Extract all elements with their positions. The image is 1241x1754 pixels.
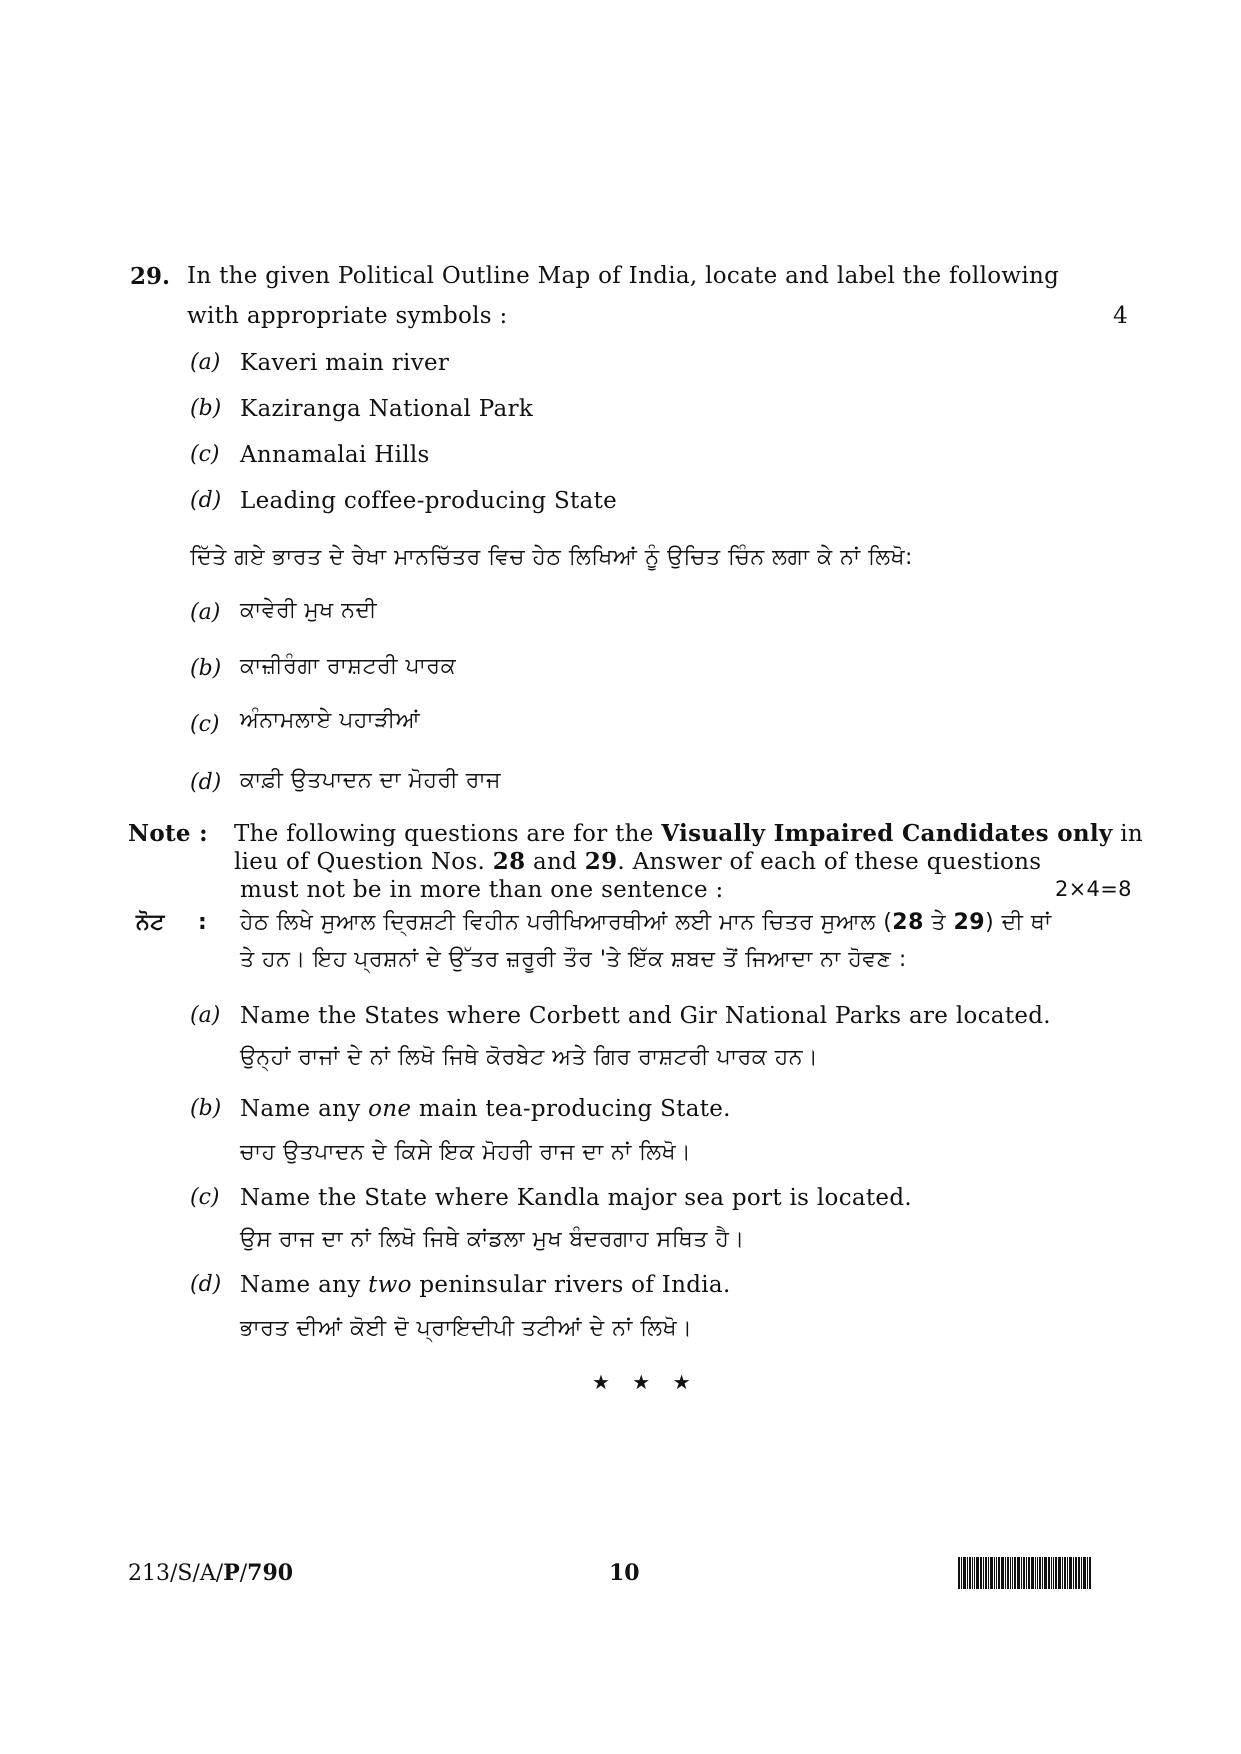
item-text: Leading coffee-producing State xyxy=(240,488,618,514)
question-number: 29. xyxy=(130,263,171,290)
punjabi-item-label: (c) xyxy=(190,712,220,737)
question-marks: 4 xyxy=(1113,303,1128,329)
vi-question-text: Name any one main tea-producing State. xyxy=(240,1096,731,1122)
item-label: (d) xyxy=(190,488,222,513)
punjabi-intro: ਦਿੱਤੇ ਗਏ ਭਾਰਤ ਦੇ ਰੇਖਾ ਮਾਨਚਿੱਤਰ ਵਿਚ ਹੇਠ ਲਿਖਿਆਂ ਨੂੰ ਉਚਿਤ ਚਿੰਨ ਲਗਾ ਕੇ ਨਾਂ ਲਿਖੋ: xyxy=(190,545,913,570)
vi-question-punjabi: ਭਾਰਤ ਦੀਆਂ ਕੋਈ ਦੋ ਪ੍ਰਾਇਦੀਪੀ ਤਟੀਆਂ ਦੇ ਨਾਂ ਲਿਖੋ। xyxy=(240,1316,693,1341)
note-line2: lieu of Question Nos. 28 and 29. Answer of each of these questions xyxy=(234,848,1042,875)
punjabi-note-line2: ਤੇ ਹਨ। ਇਹ ਪ੍ਰਸ਼ਨਾਂ ਦੇ ਉੱਤਰ ਜ਼ਰੂਰੀ ਤੌਰ 'ਤੇ ਇੱਕ ਸ਼ਬਦ ਤੋਂ ਜਿਆਦਾ ਨਾ ਹੋਵਣ : xyxy=(240,947,907,972)
item-text: Kaziranga National Park xyxy=(240,396,534,422)
question-text-line1: In the given Political Outline Map of India, locate and label the following xyxy=(187,263,1060,289)
vi-question-punjabi: ਉਨ੍ਹਾਂ ਰਾਜਾਂ ਦੇ ਨਾਂ ਲਿਖੋ ਜਿਥੇ ਕੋਰਬੇਟ ਅਤੇ ਗਿਰ ਰਾਸ਼ਟਰੀ ਪਾਰਕ ਹਨ। xyxy=(240,1045,819,1070)
page-number: 10 xyxy=(609,1560,640,1586)
punjabi-note-colon: : xyxy=(198,910,208,935)
punjabi-item-label: (b) xyxy=(190,656,222,681)
vi-question-text: Name any two peninsular rivers of India. xyxy=(240,1272,731,1298)
vi-question-punjabi: ਉਸ ਰਾਜ ਦਾ ਨਾਂ ਲਿਖੋ ਜਿਥੇ ਕਾਂਡਲਾ ਮੁਖ ਬੰਦਰਗਾਹ ਸਥਿਤ ਹੈ। xyxy=(240,1227,745,1252)
item-label: (b) xyxy=(190,396,222,421)
punjabi-item-label: (a) xyxy=(190,600,221,625)
note-label: Note : xyxy=(128,820,208,847)
note-marks: 2×4=8 xyxy=(1055,877,1132,901)
vi-question-text: Name the States where Corbett and Gir National Parks are located. xyxy=(240,1003,1051,1029)
punjabi-item-text: ਕਾਜ਼ੀਰੰਗਾ ਰਾਸ਼ਟਰੀ ਪਾਰਕ xyxy=(240,654,457,679)
vi-question-label: (a) xyxy=(190,1003,221,1028)
punjabi-item-label: (d) xyxy=(190,770,222,795)
vi-question-punjabi: ਚਾਹ ਉਤਪਾਦਨ ਦੇ ਕਿਸੇ ਇਕ ਮੋਹਰੀ ਰਾਜ ਦਾ ਨਾਂ ਲਿਖੋ। xyxy=(240,1140,692,1165)
vi-question-text: Name the State where Kandla major sea port is located. xyxy=(240,1185,912,1211)
end-stars: ★ ★ ★ xyxy=(592,1370,699,1394)
punjabi-item-text: ਅੰਨਾਮਲਾਏ ਪਹਾੜੀਆਂ xyxy=(240,708,421,733)
punjabi-note-label: ਨੋਟ xyxy=(136,910,165,935)
note-line3: must not be in more than one sentence : xyxy=(240,877,724,903)
item-text: Annamalai Hills xyxy=(240,442,430,468)
note-line1: The following questions are for the Visually Impaired Candidates only in xyxy=(234,820,1143,847)
paper-code: 213/S/A/P/790 xyxy=(128,1560,294,1586)
item-label: (a) xyxy=(190,350,221,375)
vi-question-label: (d) xyxy=(190,1272,222,1297)
punjabi-item-text: ਕਾਵੇਰੀ ਮੁਖ ਨਦੀ xyxy=(240,598,378,623)
question-text-line2: with appropriate symbols : xyxy=(187,303,508,329)
barcode-image xyxy=(958,1557,1126,1589)
item-label: (c) xyxy=(190,442,220,467)
vi-question-label: (b) xyxy=(190,1096,222,1121)
punjabi-note-line1: ਹੇਠ ਲਿਖੇ ਸੁਆਲ ਦ੍ਰਿਸ਼ਟੀ ਵਿਹੀਨ ਪਰੀਖਿਆਰਥੀਆਂ ਲਈ ਮਾਨ ਚਿਤਰ ਸੁਆਲ (28 ਤੇ 29) ਦੀ ਥਾਂ xyxy=(240,910,1052,935)
item-text: Kaveri main river xyxy=(240,350,450,376)
vi-question-label: (c) xyxy=(190,1185,220,1210)
punjabi-item-text: ਕਾਫ਼ੀ ਉਤਪਾਦਨ ਦਾ ਮੋਹਰੀ ਰਾਜ xyxy=(240,768,502,793)
